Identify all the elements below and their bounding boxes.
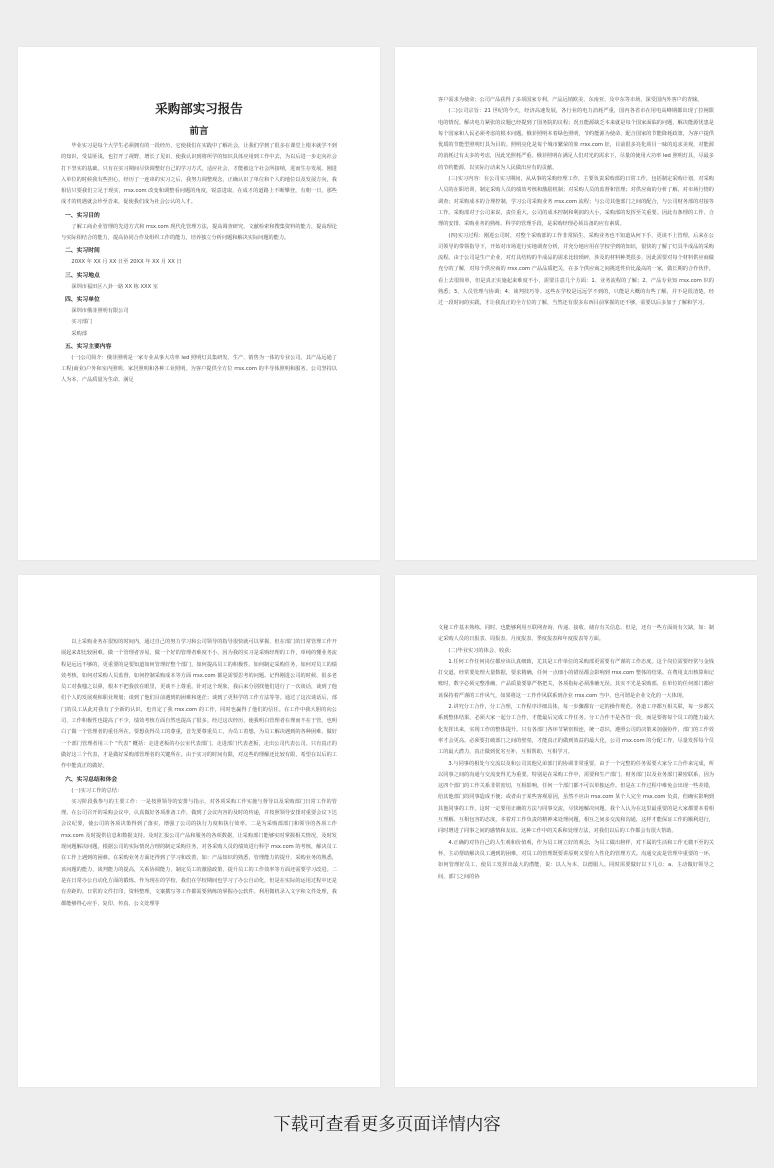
- document-page-3: [18, 575, 380, 1087]
- section-heading-summary: 六、实习总结和体会: [65, 776, 118, 783]
- body-paragraph: (四)实习过程：刚进公司时，对整个采购部的工作非常陌生，采购业务也不知道从何下手，更谈不上管理。后来在公司领导的带领指导下，开始对市场进行实地调查分析，并充分地应用在学校学到的知识，很快的了解了灯具半成品的采购流程。由于公司是生产企业，对灯具结构的半成品的需求比较琐碎，涉及的材料种类很多，因此需要对每个材料供应商做充分的了解，对每个供应商的 rrsx.com 产品品质把关，在多个供应商之间挑选性价比最高的一家，做长期的合作伙伴。看上去很简单，但是真正实施起来难度不小，需要注意几个方面：1、业务流程的了解；2、产品专业知 rrsx.com 识的熟悉；3、人员管理与协调；4、谈判技巧等。这些在学校是远远学不到的，只能是大概的有些了解，并不是很清楚。经过一段时间的实践，才让我真正的全方位的了解，当然还有很多东西目前掌握的还不够，需要以后多加于了解和学习。: [438, 232, 714, 307]
- company-line: 深圳市俄菲照明有限公司: [71, 307, 129, 314]
- body-paragraph: 以上采购业务在很短的时间内，通过自己的努力学习和公司领导的指导很快就可以掌握，但在部门的日常管理工作开展起来却比较困难。做一个管理者容易，做一个好的管理者难度不小，因为我的实习是采购经理的工作，单纯的懂业务流程是远远不够的，更重要的是要知道如何管理好整个部门，如何提高员工的积极性、如何制定采购任务、如何对员工的绩效考核，如何对采购人员监督，如何控制采购成本等方面 rrsx.com 都是需要思考的问题。记得刚进公司的时候，很多老员工对我嗤之以鼻，根本不把我放在眼里，更谈不上尊重。针对这个现象，我后来分别找他们进行了一次谈话，谈到了他们个人的发展观和职业规划；谈到了他们目前遇到的困难和迷茫；谈到了更科学的工作方法等等。通过了这次谈话后，部门的员工从此对我有了全新的认识，也肯定了我 rrsx.com 的工作，同时也赢得了他们的信任。在工作中我大胆的向公司、工作积极性也提高了不少，绩效考核方面自然也提高了很多。经过这次经历，使我明白管理者在理而不在于管，也明白了做一个管理者的重任所在。要想获得员工的尊重，首先要尊重员工，为员工着想，为员工解决遇到的各种困难。做好一个部门管理者用三个 “代表” 概括：走进老板的办公室代表部门，走进部门代表老板，走出公司代表公司。只有真正的做好这三个代表，才是做好采购部管理者的关键所在。由于实习的时间有限，对这些的理解还比较有限，希望在以后的工作中能真正的做好。: [61, 639, 337, 770]
- section-heading-location: 三、实习地点: [65, 272, 100, 279]
- body-paragraph: 实习阶段我参与的主要工作：一是按照领导的安排与指示，对各项采购工作实施与督导以及采购部门日常工作的管理。在公司召开的采购会议中，认真做好各项准备工作，做到了会议内容的及时的传递，并按照领导安排对重要会议下达会议纪要，使公司的各项决策得到了落实，增强了公司的执行力度和执行效率。二是为采购部部门和领导的各项工作 rrsx.com 及时提供信息和数据支持。及时汇报公司产品和服务的各项数据，让采购部门能够实时掌握相关情况，及时发现问题解决问题。根据公司的实际情况合理的制定采购任务，对各采购人员的绩效进行科学 rrsx.com 的考核，解决员工在工作上遇到的困难。在采购业务方面还得到了学习和改善，如：产品知识的熟悉，管理能力的提升，采购业务的熟悉，该问题的能力，谈判能力的提高，关系协调能力，制定员工的激励政策，提升员工的工作效率等方面还需要学习改进。二是在日常办公自动化方面的锻炼。作为现在的学校，我们在学校期间也学习了办公自动化，但是在实际的运用过程中还是有差距的。日常的文件打印，资料整理，文案撰写等工作都需要熟练的掌握办公软件。利用微机录入文字和文件处理，我都能够得心应手，复印、传真、公文处理等: [61, 798, 337, 907]
- section-text-time: 20XX 年 XX 月 XX 日至 20XX 年 XX 月 XX 日: [71, 259, 182, 266]
- section-heading-purpose: 一、实习目的: [65, 212, 100, 219]
- preface-paragraph: 毕业实习是每个大学生必须拥有的一段经历，它使我们在实践中了解社会，让我们学到了很多在课堂上根本就学不到的知识，受益匪浅，也打开了视野，增长了见识，使我认识到将所学的知识具体应用到工作中去，为以后进一步走向社会打下坚实的基础。只有在实习期间尽快调整好自己的学习方式，适应社会，才能被这个社会所接纳，进而生存发展。刚进入单位的时候我有些担心，经历了一连串的实习之后，我努力调整观念，正确认识了单位和个人的地位以及发展方向，我相信只要我们立足于现实，rrsx.com 改变和调整看问题的角度，锐意进取，在成才的道路上不断攀登，有朝一日，那些成才的机遇就会珍至沓来，促使我们成为社会公认的人才。: [61, 143, 337, 206]
- body-paragraph: 客户需求为使命；公司产品获得了多项国家专利，产品远销欧美、东南亚、及中东等市场，深受国内外客户的青睐。: [438, 97, 703, 103]
- body-paragraph: (三)实习内容：在公司实习期间，从从事的采购经理工作，主要负责采购部的日常工作，包括制定采购计划，对采购人员的在职培训，制定采购人员的绩效考核和激励机制；对采购人员的监督和管理；对供应商的分析了解，对市场行情的调查；对采购成本的合理控制，学习公司采购业务 rrsx.com 流程；与公司其他部门之间的配合，与公司财务部的对接等工作。采购部对于公司来说，责任重大，公司的成本控制和利润的大小，采购部的发挥至关重要。因此有条理的工作、合理的安排、采购业务的熟练、科学的管理手段，是采购经理必须具备的应有素质。: [438, 176, 714, 228]
- section-text-location: 深圳市福田区八卦一路 XX 栋 XXX 室: [71, 283, 159, 290]
- preface-title: 前言: [189, 126, 209, 137]
- section-heading-time: 二、实习时间: [65, 248, 100, 255]
- section-heading-content: 五、实习主要内容: [65, 343, 112, 350]
- body-paragraph: 2.讲究分工合作，分工合理，工作程序详细具体，每一步骤都有一定的操作规范。各道工序都互相关联，每一步都关系到整体结果，必须大家一起分工合作，才能最后完成工作任务。分工合作不是各管一段，而是要将每个员工的能力最大化发挥出来，实现工作的整体提升。只有各部门各环节紧密相连，统一意识，遵照公司的决策来加强协作，部门的工作效率才会更高。必须要打破部门之间的壁垒，才能真正的做到效益的最大化，公司 rrsx.com 的分配工作，尽量发挥每个员工的最大潜力，真正做到优劣互补，互相帮助，互相学习。: [438, 704, 714, 756]
- subsection-heading: (二)毕业实习的体会、收获：: [448, 647, 515, 654]
- body-paragraph: 文秘工作基本熟练。同时，也能够利用互联网查询、传递、接收、储存有关信息。但是，还有一些方面尚有欠缺，如：制定采购人员的日报表、周报表、月度报表、季度报表和年度报表等方面。: [438, 625, 714, 643]
- subsection-heading: (一)实习工作的总结：: [71, 787, 123, 794]
- body-paragraph: (二)公司宗旨：21 世纪的今天，经济高速发展，各行业的电力消耗严重，国内各省市在用电高峰期都出现了拉闸限电的情况。解决电力紧张的议题已经提到了国务院的议程；况且能源缺乏本来就是每个国家面临的问题，解决能源忧患是每个国家和人民必须考虑的根本问题。俄菲照明本着绿色照明，节约能源为使命，配合国家的节能降耗政策，为客户提供优质的节能型照明灯具为目的。照明亮化是每个城市繁荣的象 rrsx.com 征，目前很多亮化项目一味的追求美观，对能源的消耗过有太多的考虑，因此光照耗严重。俄菲照明在满足人们对光的需求下，尽量的使用大功率 led 照明灯具，尽最多的节约能源，以实际行动来为人民做出应有的贡献。: [438, 108, 714, 171]
- company-line: 实习部门: [71, 319, 93, 326]
- section-text-purpose: 了解工商企业管理的先进方式和 rrsx.com 现代化管理方法，提高调查研究、文献检索和搜集资料的能力，提高理论与实际相结合的能力，提高协同合作及组织工作的能力，培养独立分析问题和解决实际问题的能力。: [61, 223, 337, 242]
- download-more-link[interactable]: 下载可查看更多页面详情内容: [273, 1115, 501, 1135]
- section-heading-company: 四、实习单位: [65, 296, 100, 303]
- document-page-2: [395, 47, 757, 560]
- section-text-content: (一)公司简介：俄菲照明是一家专业从事大功率 led 照明灯具集研发、生产、销售为一体的专业公司。其产品远通了工程(商业)户外和室内照明、家居照明和各种工业照明。为客户提供全方位 rrsx.com 的半导体照明和服务。公司坚持以人为本、产品质量为生命，满足: [61, 354, 337, 384]
- body-paragraph: 4.正确的对待自己的人生观和价值观，作为员工树立好的观念，为员工做出榜样，对下属的生活和工作无微不至的关怀，主动帮助解决员工遇到的困难，对员工的管理既要讲原则又要有人性化的管理方式。沟通交流是管理中重要的一环，如何管理好员工，使员工发挥出最大的潜能，说：以人为本，以德服人。同时需要做好以下几点：a、主动做好领导之间，部门之间的协: [438, 839, 714, 880]
- document-page-4: [395, 575, 757, 1087]
- document-title: 采购部实习报告: [155, 101, 243, 116]
- company-line: 采购部: [71, 330, 87, 337]
- body-paragraph: 1.任何工作任何岗位都应该认真细致，尤其是工作单位的采购部更需要有严谨的工作态度。这个岗位需要经常与金钱打交道，经常要处理大量数据，要求精确，任何一点细小的错误都会影响到 rrsx.com 整体的结果。在费用支出核算和记账时，数字必须完整准确，产品质量要靠严格把关，各项指标必须准确无误。其实不光是采购部，在单位的任何部门都应该保持着严谨的工作风气，如果将这一工作作风联系到企业 rrsx.com 当中，也可谓是企业文化的一大体现。: [438, 658, 714, 699]
- body-paragraph: 3.与同事的相处与交流以及和公司其他兄弟部门的协调非常重要，由于一个完整的任务需要大家分工合作来完成，所以同事之间的沟通与交流变得尤为重要。特别是在采购工作中，需要和生产部门，财务部门以及业务部门紧密联系，因为这四个部门的工作关系非常密切，互相影响，任何一个部门都不可以单独运作。但是在工作过程中难免会出现一些差错，给其他部门的同事造成不便；或者由于某些客观原因，虽然不应由 rrsx.com 某个人完全 rrsx.com 负责，但确实影响到其他同事的工作。这时一定要用正确的方法与同事交流，尽快地解决问题。我个人认为在这里最重要的是大家都要本着相互理解、互相包容的态度，本着对工作负责的精神来处理问题，相互之间多交流和沟通，这样才能保证工作的顺利进行，同时增进了同事之间的感情和友谊。这种工作中的关系和处理方法，对我们以后的工作都会有很大帮助。: [438, 760, 714, 835]
- document-page-1: [18, 47, 380, 560]
